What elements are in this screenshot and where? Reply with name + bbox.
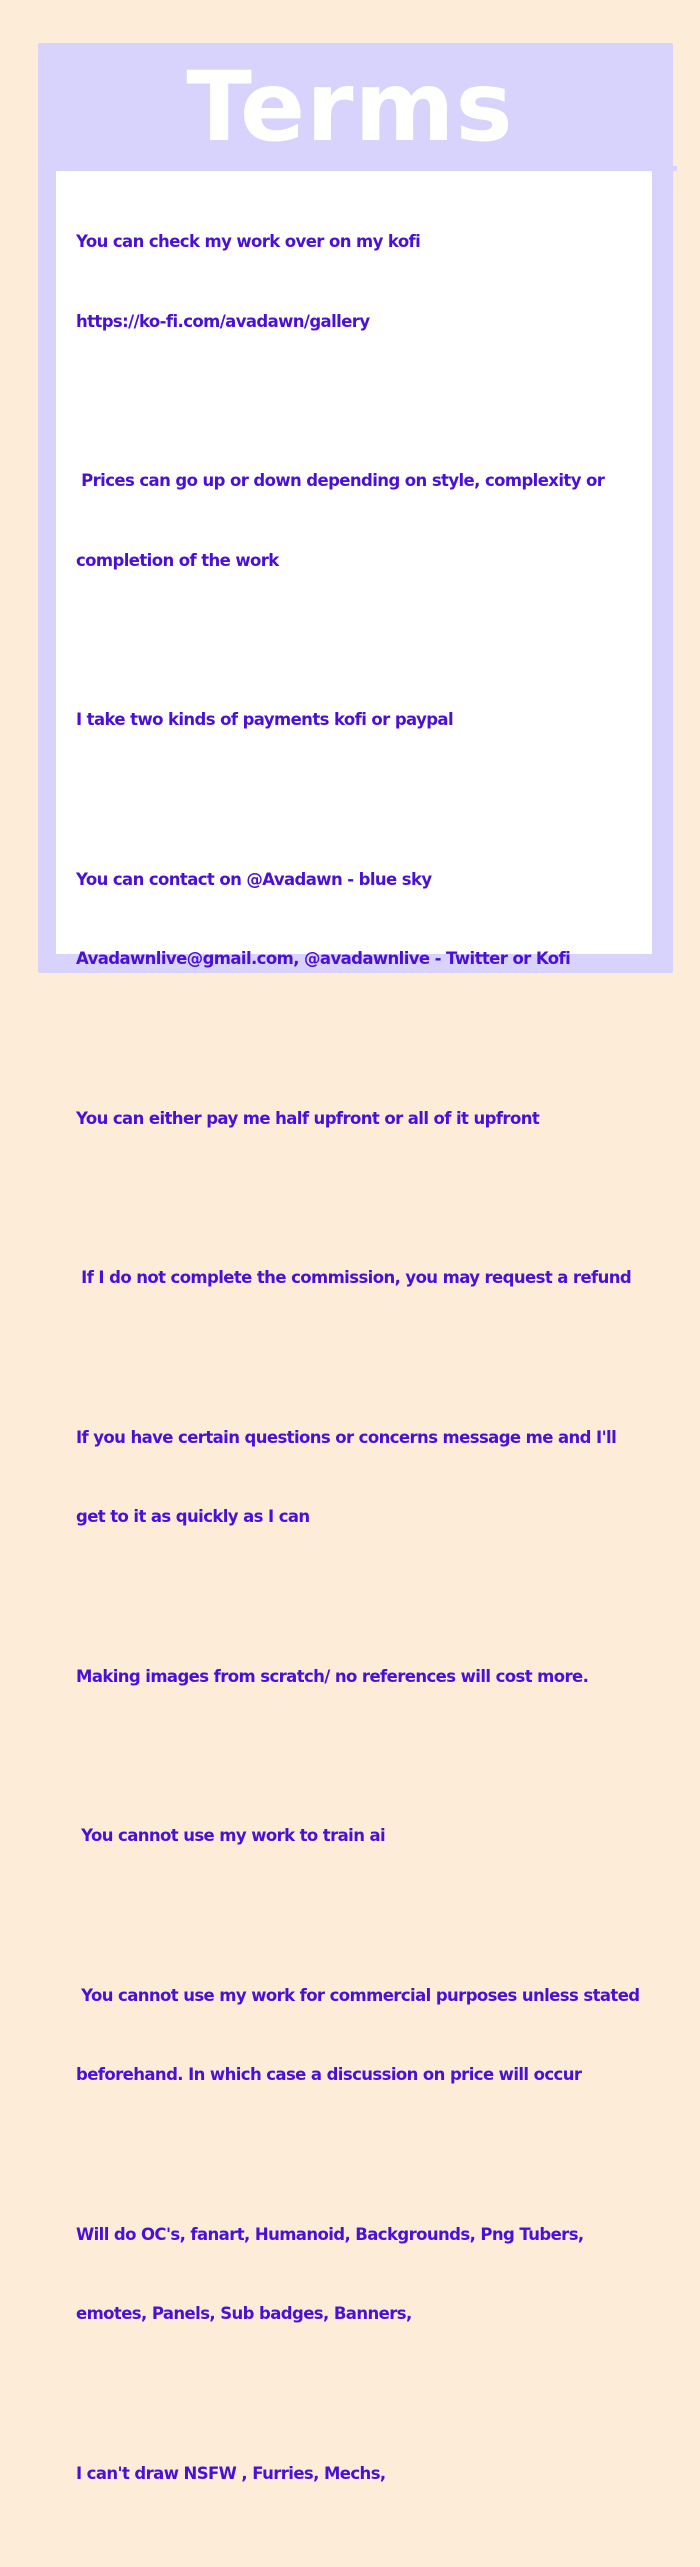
term-item-contact	[76, 814, 646, 1026]
term-text-line: Prices can go up or down depending on style, complexity or	[76, 471, 605, 490]
term-text-line: Will do OC's, fanart, Humanoid, Backgrounds, Png Tubers,	[76, 2224, 584, 2244]
term-text-line: completion of the work	[76, 550, 279, 570]
term-item-portfolio	[76, 176, 646, 388]
term-item-will-do	[76, 2169, 646, 2381]
term-item-questions	[76, 1372, 646, 1584]
term-text-line: get to it as quickly as I can	[76, 1507, 310, 1526]
terms-list	[76, 176, 646, 2567]
term-item-prices	[76, 415, 646, 627]
term-item-wont-do	[76, 2408, 646, 2541]
term-item-scratch	[76, 1611, 646, 1744]
page-title: Terms	[186, 51, 514, 163]
term-item-refund	[76, 1212, 646, 1345]
term-text-line: You can check my work over on my kofi	[76, 232, 421, 251]
term-text-line: You can contact on @Avadawn - blue sky	[76, 869, 432, 889]
term-text-line: If I do not complete the commission, you may request a refund	[76, 1268, 632, 1287]
gallery-link[interactable]: https://ko-fi.com/avadawn/gallery	[76, 311, 370, 331]
term-text-line: If you have certain questions or concerns message me and I'll	[76, 1427, 617, 1447]
term-text-line: You cannot use my work for commercial purposes unless stated	[76, 1985, 640, 2005]
term-item-payments	[76, 654, 646, 787]
frame-edge-accent	[652, 166, 677, 171]
term-text-line: You cannot use my work to train ai	[76, 1826, 386, 1845]
term-item-commercial	[76, 1930, 646, 2142]
term-text-line: I can't draw NSFW , Furries, Mechs,	[76, 2463, 386, 2483]
term-text-line: I take two kinds of payments kofi or paypal	[76, 710, 454, 729]
term-text-line: You can either pay me half upfront or all of it upfront	[76, 1108, 540, 1128]
term-text-line: Avadawnlive@gmail.com, @avadawnlive - Twitter or Kofi	[76, 949, 571, 968]
term-item-no-ai	[76, 1770, 646, 1903]
term-text-line: emotes, Panels, Sub badges, Banners,	[76, 2304, 412, 2323]
term-text-line: Making images from scratch/ no references will cost more.	[76, 1666, 589, 1686]
term-item-upfront	[76, 1053, 646, 1186]
term-text-line: beforehand. In which case a discussion on price will occur	[76, 2065, 582, 2084]
